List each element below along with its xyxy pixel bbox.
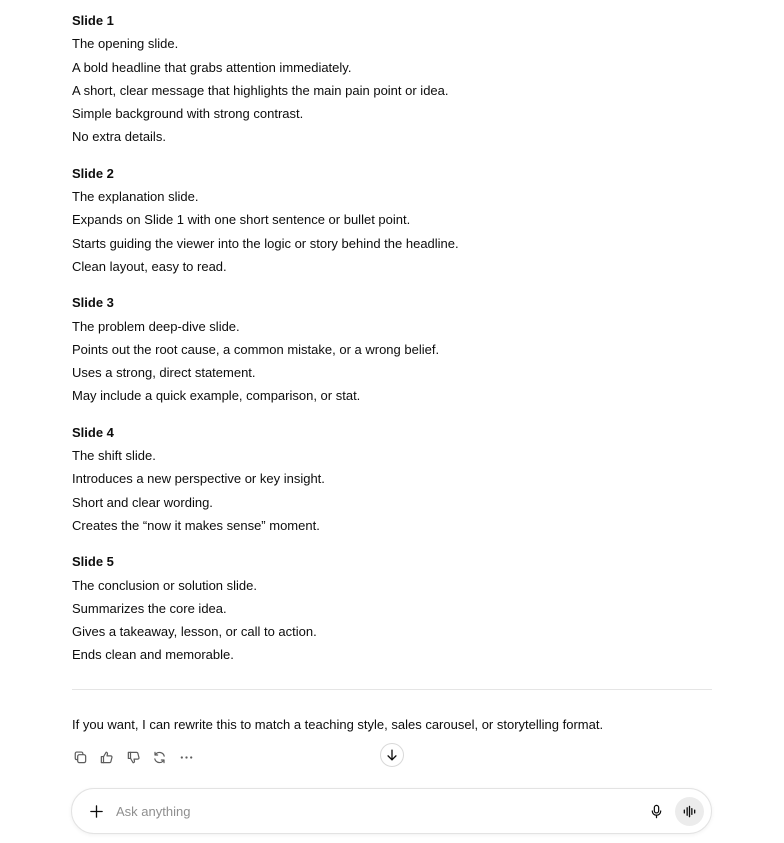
dictate-button[interactable] [646,801,666,821]
assistant-message [72,9,712,680]
slide-title: Slide 3 [72,295,114,311]
microphone-icon [649,804,664,819]
slide-line: The problem deep-dive slide. [72,318,240,334]
refresh-icon [152,750,167,765]
copy-button[interactable] [70,747,90,767]
plus-icon [89,804,104,819]
slide-line: A short, clear message that highlights the main pain point or idea. [72,82,449,98]
slide-line: A bold headline that grabs attention immediately. [72,59,352,75]
slide-section [72,291,712,407]
more-button[interactable] [176,747,196,767]
slide-title: Slide 5 [72,554,114,570]
slide-section [72,9,712,149]
scroll-to-bottom-button[interactable] [380,743,404,767]
slide-section [72,550,712,666]
divider [72,689,712,690]
slide-line: Ends clean and memorable. [72,647,234,663]
message-actions [70,747,203,767]
slide-line: Expands on Slide 1 with one short sentence or bullet point. [72,212,411,228]
slide-section [72,421,712,537]
slide-line: Uses a strong, direct statement. [72,365,256,381]
slide-line: Simple background with strong contrast. [72,106,304,122]
slide-title: Slide 2 [72,165,114,181]
slide-line: The conclusion or solution slide. [72,577,257,593]
thumbs-down-icon [126,750,141,765]
slide-section [72,162,712,278]
slide-line: Points out the root cause, a common mistake, or a wrong belief. [72,341,440,357]
copy-icon [73,750,88,765]
slide-line: The opening slide. [72,36,179,52]
thumbs-up-button[interactable] [97,747,117,767]
slide-line: The explanation slide. [72,189,199,205]
slide-line: Short and clear wording. [72,494,213,510]
composer [71,788,712,834]
slide-line: Summarizes the core idea. [72,600,227,616]
add-attachment-button[interactable] [86,801,106,821]
slide-line: Clean layout, easy to read. [72,258,227,274]
more-horizontal-icon [179,750,194,765]
slide-line: Introduces a new perspective or key insight. [72,471,325,487]
slide-title: Slide 4 [72,424,114,440]
arrow-down-icon [385,748,399,762]
thumbs-up-icon [99,750,114,765]
slide-line: Creates the “now it makes sense” moment. [72,517,320,533]
thumbs-down-button[interactable] [123,747,143,767]
voice-mode-button[interactable] [675,797,704,826]
regenerate-button[interactable] [150,747,170,767]
prompt-input[interactable] [116,801,596,821]
slide-line: May include a quick example, comparison, or stat. [72,388,361,404]
slide-line: No extra details. [72,129,166,145]
followup-text: If you want, I can rewrite this to match a teaching style, sales carousel, or storytelling format. [72,717,604,732]
slide-line: Gives a takeaway, lesson, or call to action. [72,624,317,640]
voice-waveform-icon [682,804,697,819]
slide-title: Slide 1 [72,13,114,28]
slide-line: The shift slide. [72,448,156,464]
slide-line: Starts guiding the viewer into the logic or story behind the headline. [72,235,459,251]
